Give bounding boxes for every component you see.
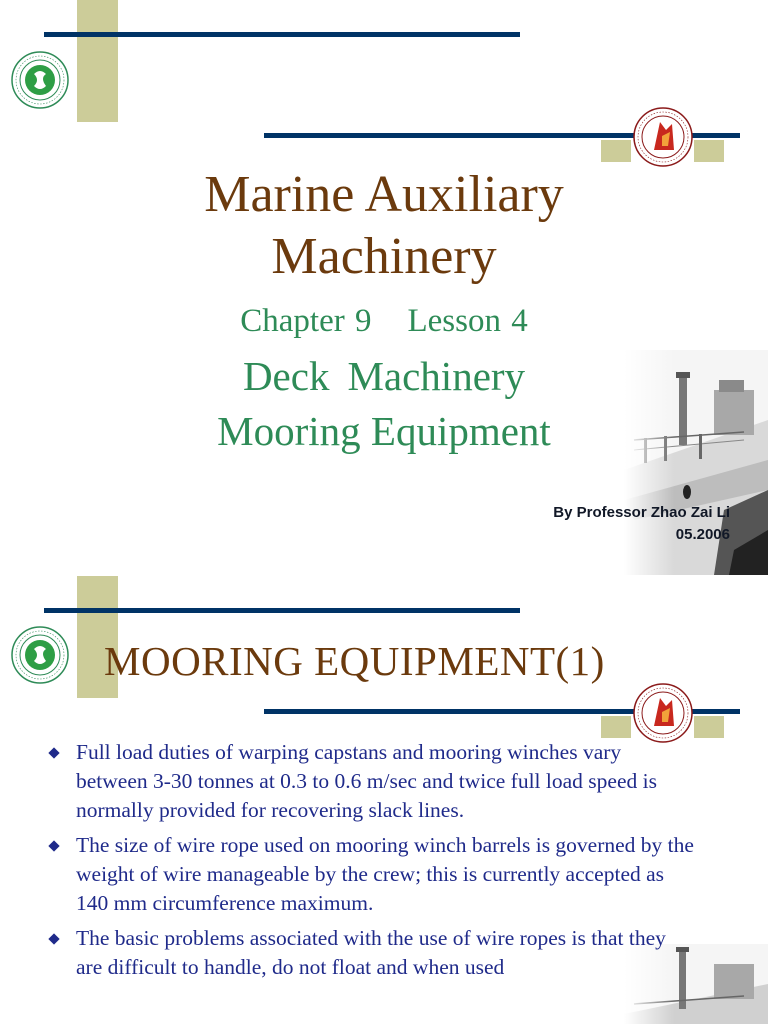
author-name: By Professor Zhao Zai Li: [553, 504, 730, 521]
author-byline: [553, 502, 730, 546]
accent-block-left: [77, 0, 118, 122]
chapter-lesson-line: [0, 303, 768, 340]
diamond-bullet-icon: [48, 840, 59, 851]
top-rule: [44, 608, 520, 613]
mooring-equipment-subtitle: Mooring Equipment: [217, 408, 551, 454]
presentation-title-line2: Machinery: [271, 228, 497, 285]
accent-block-right-b: [694, 140, 724, 162]
top-rule: [44, 32, 520, 37]
bullet-text: The basic problems associated with the use of wire ropes is that they are difficult to handle, do not float and when used: [76, 926, 666, 979]
diamond-bullet-icon: [48, 747, 59, 758]
presentation-title-line1: Marine Auxiliary: [204, 166, 564, 223]
university-logo-icon: [10, 50, 70, 110]
institute-emblem-icon: [632, 682, 694, 744]
list-item: [46, 738, 696, 825]
bullet-text: Full load duties of warping capstans and mooring winches vary between 3-30 tonnes at 0.3 to 0.6 m/sec and twice full load speed is normally provided for recovering slack lines.: [76, 740, 657, 822]
list-item: [46, 924, 696, 982]
accent-block-right-a: [601, 140, 631, 162]
content-slide: [0, 576, 768, 1024]
accent-block-right-a: [601, 716, 631, 738]
institute-emblem-icon: [632, 106, 694, 168]
bullet-text: The size of wire rope used on mooring winch barrels is governed by the weight of wire manageable by the crew; this is currently accepted as 140 mm circumference maximum.: [76, 833, 694, 915]
accent-block-right-b: [694, 716, 724, 738]
university-logo-icon: [10, 625, 70, 685]
deck-label: Deck: [242, 353, 330, 399]
bullet-list: [46, 738, 696, 988]
chapter-label: Chapter 9: [240, 303, 372, 339]
machinery-label: Machinery: [347, 353, 526, 399]
slide-title: MOORING EQUIPMENT(1): [104, 638, 605, 684]
lesson-label: Lesson 4: [407, 303, 528, 339]
list-item: [46, 831, 696, 918]
presentation-date: 05.2006: [675, 526, 730, 543]
diamond-bullet-icon: [48, 933, 59, 944]
